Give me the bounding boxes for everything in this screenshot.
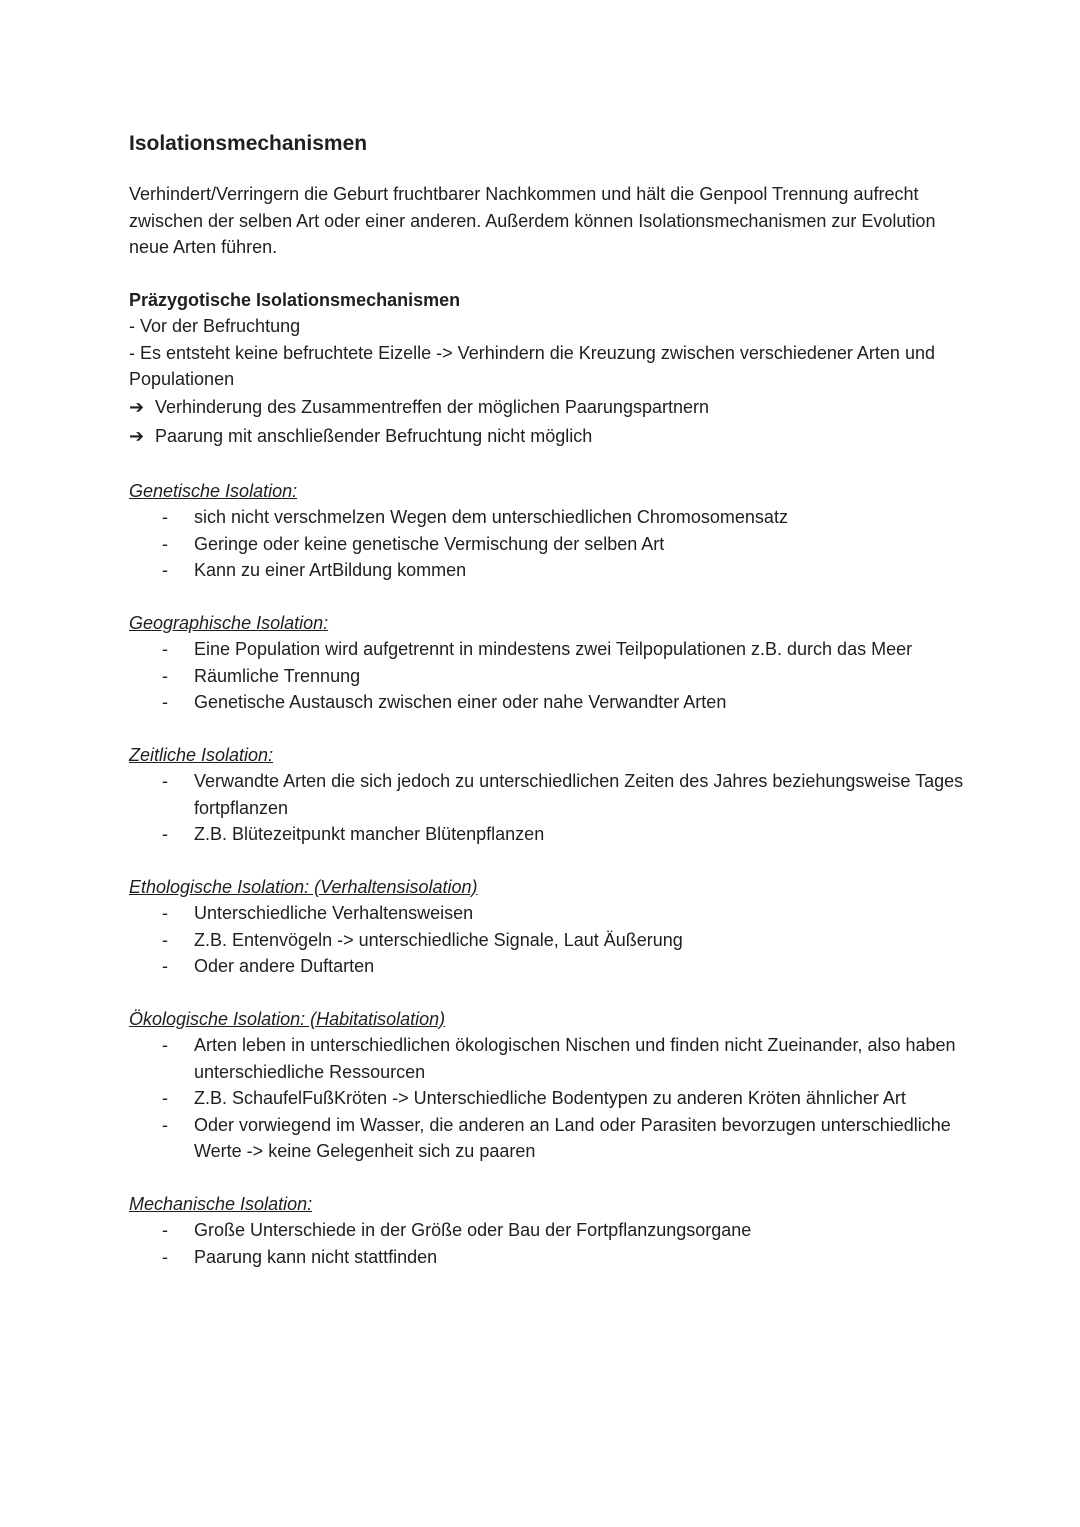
dash-bullet: -	[162, 1088, 168, 1108]
list-item-text: Z.B. Entenvögeln -> unterschiedliche Signale, Laut Äußerung	[194, 929, 683, 950]
list-item	[129, 504, 969, 531]
arrow-icon: ➔	[129, 396, 145, 417]
list-item	[129, 927, 969, 954]
dash-bullet: -	[162, 903, 168, 923]
list-item-text: Arten leben in unterschiedlichen ökologischen Nischen und finden nicht Zueinander, also haben unterschiedliche Ressourcen	[194, 1035, 956, 1082]
prezygotic-line: - Es entsteht keine befruchtete Eizelle -> Verhindern die Kreuzung zwischen verschiedener Arten und Populationen	[129, 342, 935, 389]
section-list	[129, 636, 969, 716]
section-list	[129, 1032, 969, 1165]
arrow-point-text: Paarung mit anschließender Befruchtung nicht möglich	[155, 426, 593, 446]
section-list	[129, 768, 969, 848]
isolation-section	[129, 478, 969, 584]
document-content	[129, 128, 969, 1296]
prezygotic-heading: Präzygotische Isolationsmechanismen	[129, 289, 461, 310]
arrow-point-text: Verhinderung des Zusammentreffen der möglichen Paarungspartnern	[155, 396, 710, 417]
dash-bullet: -	[162, 1246, 168, 1267]
dash-bullet: -	[162, 929, 168, 950]
list-item	[129, 1217, 969, 1244]
list-item-text: Eine Population wird aufgetrennt in mindestens zwei Teilpopulationen z.B. durch das Meer	[194, 639, 913, 659]
section-title: Genetische Isolation:	[129, 480, 298, 501]
list-item	[129, 636, 969, 663]
isolation-section	[129, 610, 969, 716]
section-list	[129, 504, 969, 584]
list-item	[129, 663, 969, 690]
list-item	[129, 768, 969, 821]
section-title: Mechanische Isolation:	[129, 1193, 313, 1214]
dash-bullet: -	[162, 771, 168, 791]
list-item	[129, 1244, 969, 1271]
list-item-text: Z.B. Blütezeitpunkt mancher Blütenpflanzen	[194, 824, 545, 844]
list-item	[129, 821, 969, 848]
arrow-point	[129, 393, 969, 423]
list-item-text: Räumliche Trennung	[194, 665, 361, 686]
dash-bullet: -	[162, 1220, 168, 1240]
list-item	[129, 1085, 969, 1112]
dash-bullet: -	[162, 692, 168, 712]
arrow-icon: ➔	[129, 426, 145, 446]
section-title: Geographische Isolation:	[129, 612, 329, 633]
prezygotic-block	[129, 287, 969, 452]
isolation-sections	[129, 478, 969, 1271]
list-item	[129, 1112, 969, 1165]
section-list	[129, 1217, 969, 1270]
prezygotic-line: - Vor der Befruchtung	[129, 316, 301, 336]
list-item-text: Z.B. SchaufelFußKröten -> Unterschiedliche Bodentypen zu anderen Kröten ähnlicher Art	[194, 1088, 906, 1108]
isolation-section	[129, 742, 969, 848]
list-item	[129, 689, 969, 716]
dash-bullet: -	[162, 824, 168, 844]
dash-bullet: -	[162, 533, 168, 554]
list-item-text: Kann zu einer ArtBildung kommen	[194, 560, 467, 580]
list-item-text: Verwandte Arten die sich jedoch zu unterschiedlichen Zeiten des Jahres beziehungsweise Tages fortpflanzen	[194, 771, 964, 818]
dash-bullet: -	[162, 956, 168, 976]
intro-paragraph: Verhindert/Verringern die Geburt fruchtbarer Nachkommen und hält die Genpool Trennung aufrecht zwischen der selben Art oder einer anderen. Außerdem können Isolationsmechanismen zur Evolution neue Arten führen.	[129, 184, 936, 257]
list-item	[129, 900, 969, 927]
list-item	[129, 1032, 969, 1085]
isolation-section	[129, 1006, 969, 1165]
list-item	[129, 557, 969, 584]
section-title: Ökologische Isolation: (Habitatisolation)	[129, 1008, 446, 1029]
section-title: Zeitliche Isolation:	[129, 744, 274, 765]
list-item-text: Unterschiedliche Verhaltensweisen	[194, 903, 474, 923]
list-item-text: Geringe oder keine genetische Vermischung der selben Art	[194, 533, 665, 554]
section-list	[129, 900, 969, 980]
dash-bullet: -	[162, 665, 168, 686]
list-item	[129, 953, 969, 980]
dash-bullet: -	[162, 507, 168, 527]
section-title: Ethologische Isolation: (Verhaltensisolation)	[129, 876, 478, 897]
page-title: Isolationsmechanismen	[129, 132, 368, 155]
list-item	[129, 531, 969, 558]
dash-bullet: -	[162, 1035, 168, 1055]
list-item-text: Genetische Austausch zwischen einer oder nahe Verwandter Arten	[194, 692, 727, 712]
dash-bullet: -	[162, 560, 168, 580]
arrow-point	[129, 422, 969, 452]
isolation-section	[129, 874, 969, 980]
dash-bullet: -	[162, 1114, 168, 1135]
isolation-section	[129, 1191, 969, 1271]
list-item-text: Große Unterschiede in der Größe oder Bau der Fortpflanzungsorgane	[194, 1220, 752, 1240]
list-item-text: sich nicht verschmelzen Wegen dem unterschiedlichen Chromosomensatz	[194, 507, 788, 527]
list-item-text: Oder andere Duftarten	[194, 956, 375, 976]
dash-bullet: -	[162, 639, 168, 659]
list-item-text: Oder vorwiegend im Wasser, die anderen an Land oder Parasiten bevorzugen unterschiedliche Werte -> keine Gelegenheit sich zu paaren	[194, 1114, 951, 1161]
list-item-text: Paarung kann nicht stattfinden	[194, 1246, 438, 1267]
